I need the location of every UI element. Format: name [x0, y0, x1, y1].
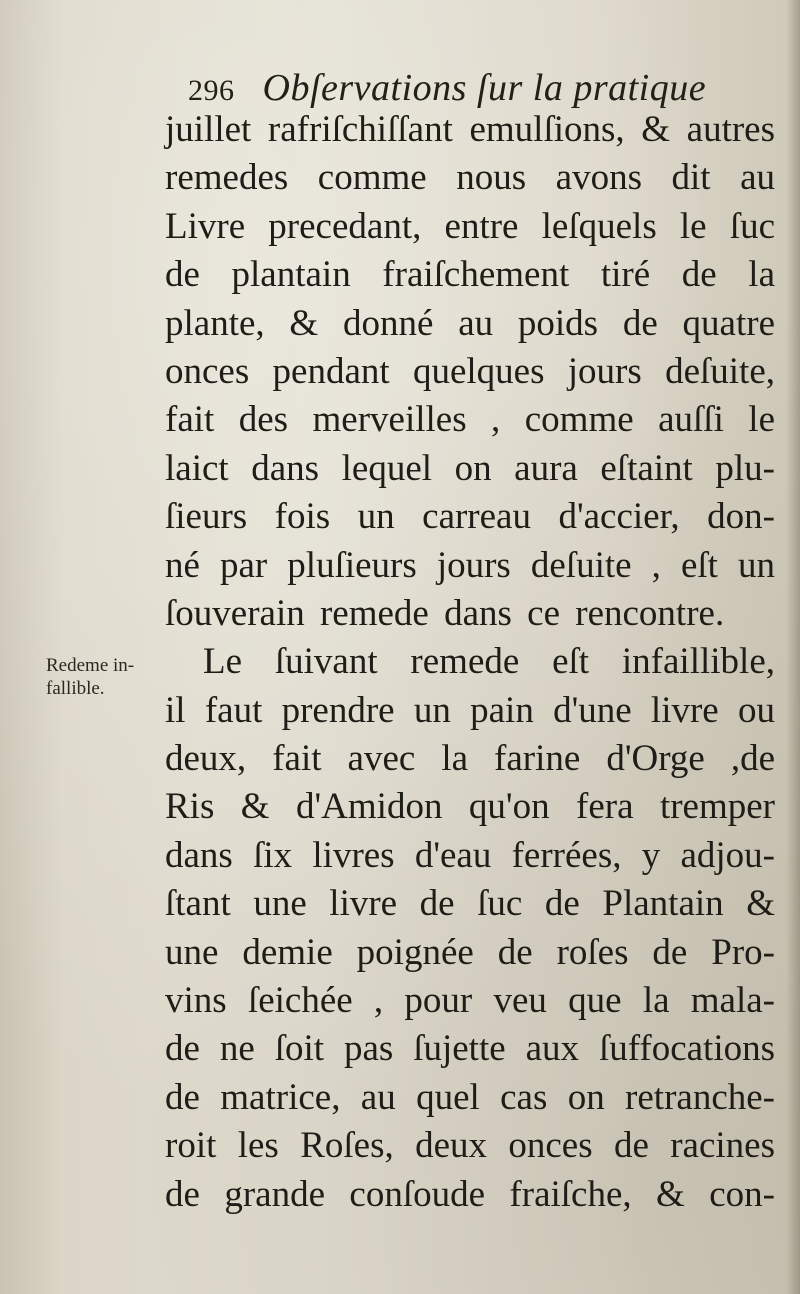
marginal-note-line: fallible.	[46, 678, 105, 699]
text-line: fait des merveilles , comme auſſi le	[165, 399, 775, 441]
text-line: de ne ſoit pas ſujette aux ſuffocations	[165, 1028, 775, 1070]
text-line-paragraph-start: Le ſuivant remede eſt infaillible,	[203, 641, 775, 683]
text-line: remedes comme nous avons dit au	[165, 157, 775, 199]
running-title: Obſervations ſur la pratique	[262, 67, 707, 109]
text-line: onces pendant quelques jours deſuite,	[165, 350, 775, 392]
text-line: roit les Roſes, deux onces de racines	[165, 1125, 775, 1167]
page-number: 296	[188, 74, 235, 107]
page-edge-shadow	[786, 0, 800, 1294]
text-line: deux, fait avec la farine d'Orge ,de	[165, 738, 775, 780]
text-line-paragraph-end: ſouverain remede dans ce rencontre.	[165, 592, 725, 634]
text-line: de plantain fraiſchement tiré de la	[165, 254, 775, 296]
marginal-note	[46, 654, 134, 700]
body-text	[165, 106, 775, 1219]
text-line: ſtant une livre de ſuc de Plantain &	[165, 883, 775, 925]
text-line: dans ſix livres d'eau ferrées, y adjou-	[165, 834, 775, 876]
text-line: né par pluſieurs jours deſuite , eſt un	[165, 544, 775, 586]
marginal-note-line: Redeme in-	[46, 655, 135, 676]
text-line: plante, & donné au poids de quatre	[165, 302, 775, 344]
text-line: il faut prendre un pain d'une livre ou	[165, 689, 775, 731]
text-line: de grande conſoude fraiſche, & con-	[165, 1173, 775, 1215]
text-line: de matrice, au quel cas on retranche-	[165, 1076, 775, 1118]
running-head	[188, 66, 706, 110]
text-line: juillet rafriſchiſſant emulſions, & autres	[165, 109, 775, 150]
text-line: une demie poignée de roſes de Pro-	[165, 931, 775, 973]
text-line: laict dans lequel on aura eſtaint plu-	[165, 447, 775, 489]
text-line: Livre precedant, entre leſquels le ſuc	[165, 205, 775, 247]
text-line: Ris & d'Amidon qu'on fera tremper	[165, 786, 775, 828]
text-line: ſieurs fois un carreau d'accier, don-	[165, 496, 775, 538]
text-line: vins ſeichée , pour veu que la mala-	[165, 980, 775, 1022]
